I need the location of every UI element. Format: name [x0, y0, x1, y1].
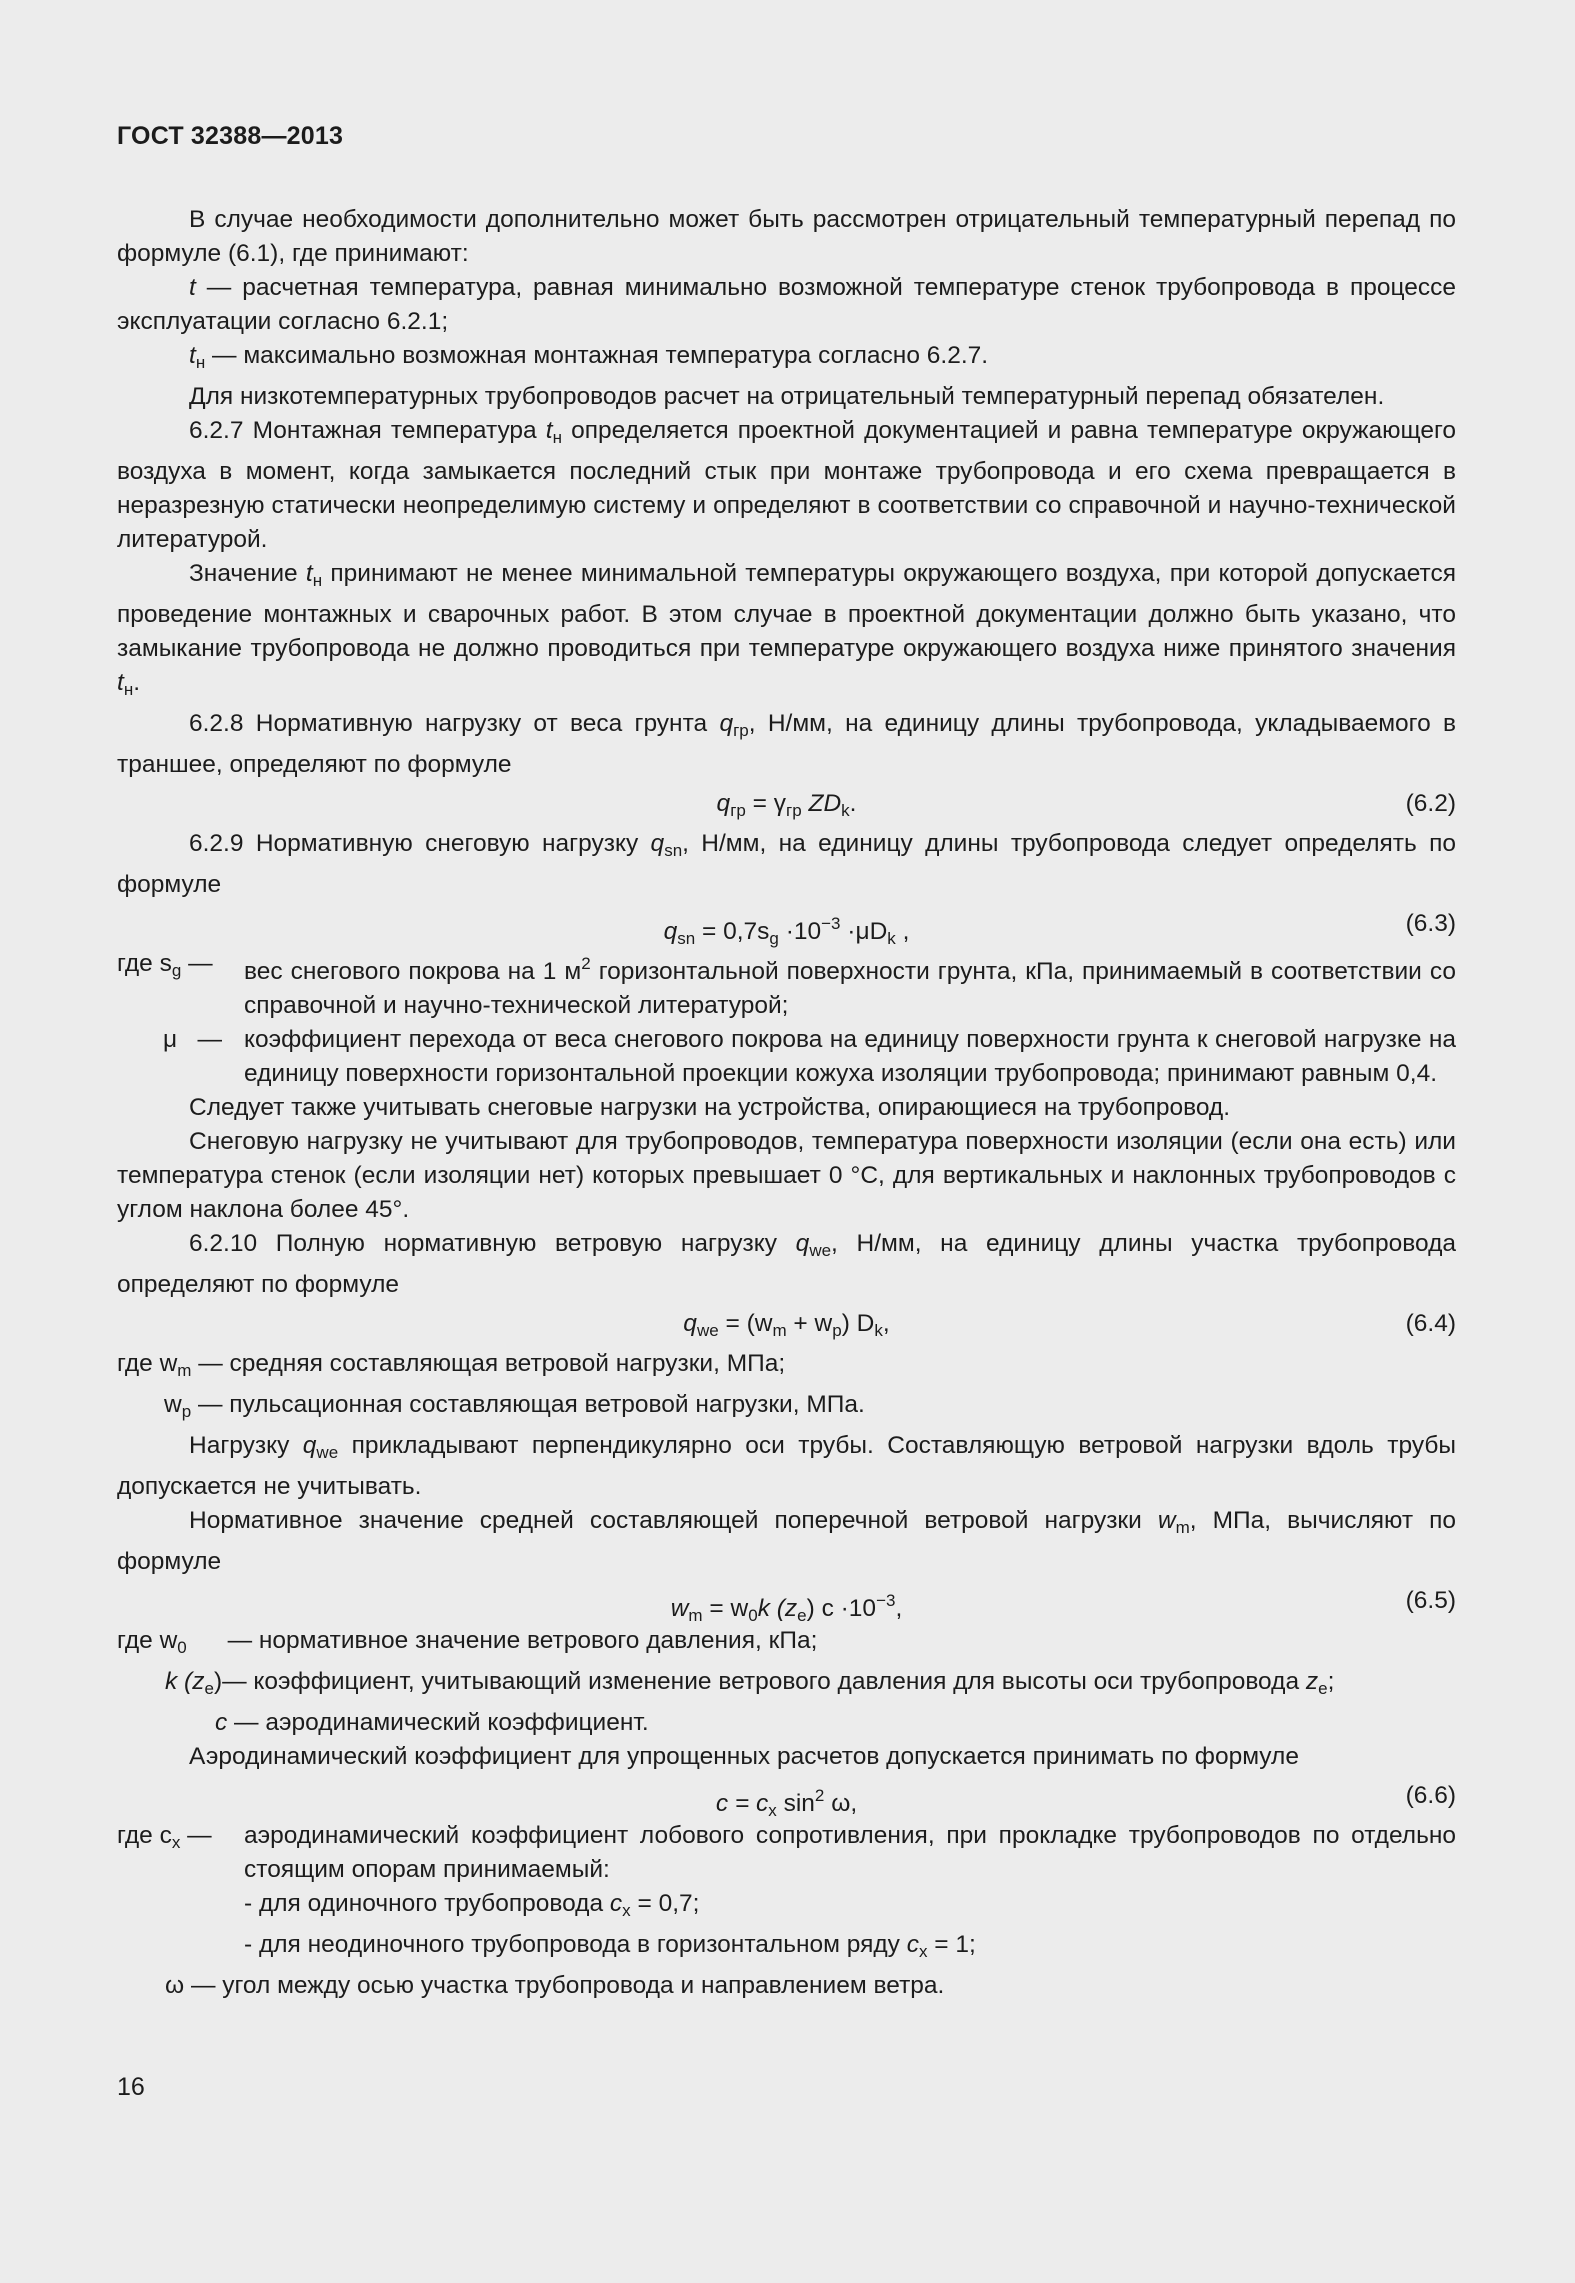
equation-number: (6.6) — [1405, 1782, 1456, 1809]
paragraph: Снеговую нагрузку не учитывают для трубопроводов, температура поверхности изоляции (если она есть) или температура стенок (если изоляции нет) которых превышает 0 °С, для вертикальных и наклонных трубопроводов с углом наклона более 45°. — [117, 1128, 1456, 1223]
paragraph: t — расчетная температура, равная минимально возможной температуре стенок трубопровода в процессе эксплуатации согласно 6.2.1; — [117, 274, 1456, 335]
paragraph: В случае необходимости дополнительно может быть рассмотрен отрицательный температурный перепад по формуле (6.1), где принимают: — [117, 206, 1456, 267]
body-text — [117, 203, 1456, 2003]
equation-6-6: $c = c_x$ $\sin^2 \omega$, (6.6) — [117, 1774, 1456, 1819]
equation-number: (6.2) — [1405, 790, 1456, 817]
equation-number: (6.4) — [1405, 1310, 1456, 1337]
where-clause-mu: μ — коэффициент перехода от веса снегового покрова на единицу поверхности грунта к снеговой нагрузке на единицу поверхности горизонтальной проекции кожуха изоляции трубопровода; принимают равным 0,4. — [163, 1026, 1456, 1087]
document-header: ГОСТ 32388—2013 — [117, 122, 344, 150]
equation-6-5: $w_m = w_0k$ $(z_e)$ $c \cdot 10^{-3}$, (6.5) — [117, 1579, 1456, 1624]
where-clause-omega: ω — угол между осью участка трубопровода и направлением ветра. — [165, 1972, 945, 1999]
equation-number: (6.5) — [1405, 1587, 1456, 1614]
paragraph: 6.2.8 Нормативную нагрузку от веса грунта $q_{гр}$, Н/мм, на единицу длины трубопровода, укладываемого в траншее, определяют по формуле — [117, 710, 1456, 778]
paragraph: 6.2.9 Нормативную снеговую нагрузку $q_{sn}$, Н/мм, на единицу длины трубопровода следует определять по формуле — [117, 830, 1456, 898]
paragraph: 6.2.7 Монтажная температура $t_н$ определяется проектной документацией и равна температуре окружающего воздуха в момент, когда замыкается последний стык при монтаже трубопровода и его схема превращается в неразрезную статически неопределимую систему и определяют в соответствии со справочной и научно-технической литературой. — [117, 417, 1456, 553]
paragraph: Для низкотемпературных трубопроводов расчет на отрицательный температурный перепад обязателен. — [189, 383, 1385, 410]
paragraph: Аэродинамический коэффициент для упрощенных расчетов допускается принимать по формуле — [189, 1743, 1299, 1770]
equation-6-3: $q_{sn} = 0,7s_g \cdot 10^{-3} \cdot\mu D_k$ , (6.3) — [117, 902, 1456, 947]
where-clause-sg: где $s_g$ — вес снегового покрова на 1 $м^2$ горизонтальной поверхности грунта, кПа, принимаемый в соответствии со справочной и научно-технической литературой; — [117, 950, 1456, 1019]
equation-6-2: $q_{гр} = \gamma_{гр}$ $ZD_k$. (6.2) — [117, 782, 1456, 827]
page-number: 16 — [117, 2073, 145, 2101]
where-clause-wm: где $w_m$ — средняя составляющая ветровой нагрузки, МПа; — [117, 1350, 786, 1380]
paragraph: Нагрузку $q_{we}$ прикладывают перпендикулярно оси трубы. Составляющую ветровой нагрузки вдоль трубы допускается не учитывать. — [117, 1432, 1456, 1500]
list-item: - для одиночного трубопровода $c_x = 0,7$; — [244, 1890, 700, 1920]
where-clause-c: c — аэродинамический коэффициент. — [215, 1709, 649, 1736]
list-item: - для неодиночного трубопровода в горизонтальном ряду $c_x = 1$; — [244, 1931, 976, 1961]
paragraph: 6.2.10 Полную нормативную ветровую нагрузку $q_{we}$, Н/мм, на единицу длины участка трубопровода определяют по формуле — [117, 1230, 1456, 1298]
paragraph: Нормативное значение средней составляющей поперечной ветровой нагрузки $w_m$, МПа, вычисляют по формуле — [117, 1507, 1456, 1575]
paragraph: Значение $t_н$ принимают не менее минимальной температуры окружающего воздуха, при которой допускается проведение монтажных и сварочных работ. В этом случае в проектной документации должно быть указано, что замыкание трубопровода не должно проводиться при температуре окружающего воздуха ниже принятого значения $t_н$. — [117, 560, 1456, 699]
paragraph: Следует также учитывать снеговые нагрузки на устройства, опирающиеся на трубопровод. — [189, 1094, 1231, 1121]
where-clause-k: k $(z_e)—$ коэффициент, учитывающий изменение ветрового давления для высоты оси трубопровода $z_e$; — [165, 1668, 1335, 1698]
equation-number: (6.3) — [1405, 910, 1456, 937]
where-clause-wp: $w_p$ — пульсационная составляющая ветровой нагрузки, МПа. — [164, 1391, 865, 1421]
paragraph: $t_н$ — максимально возможная монтажная температура согласно 6.2.7. — [189, 342, 989, 372]
where-clause-w0: где $w_0$ — нормативное значение ветрового давления, кПа; — [117, 1627, 818, 1657]
equation-6-4: $q_{we} = (w_m + w_p)$ $D_k$, (6.4) — [117, 1302, 1456, 1347]
where-clause-cx: где $c_x$ — аэродинамический коэффициент лобового сопротивления, при прокладке трубопроводов по отдельно стоящим опорам принимаемый: - для одиночного трубопровода $c_x = 0,7$; - для неодиночного трубопровода в горизонтальном ряду $c_x = 1$; — [117, 1819, 1456, 1969]
